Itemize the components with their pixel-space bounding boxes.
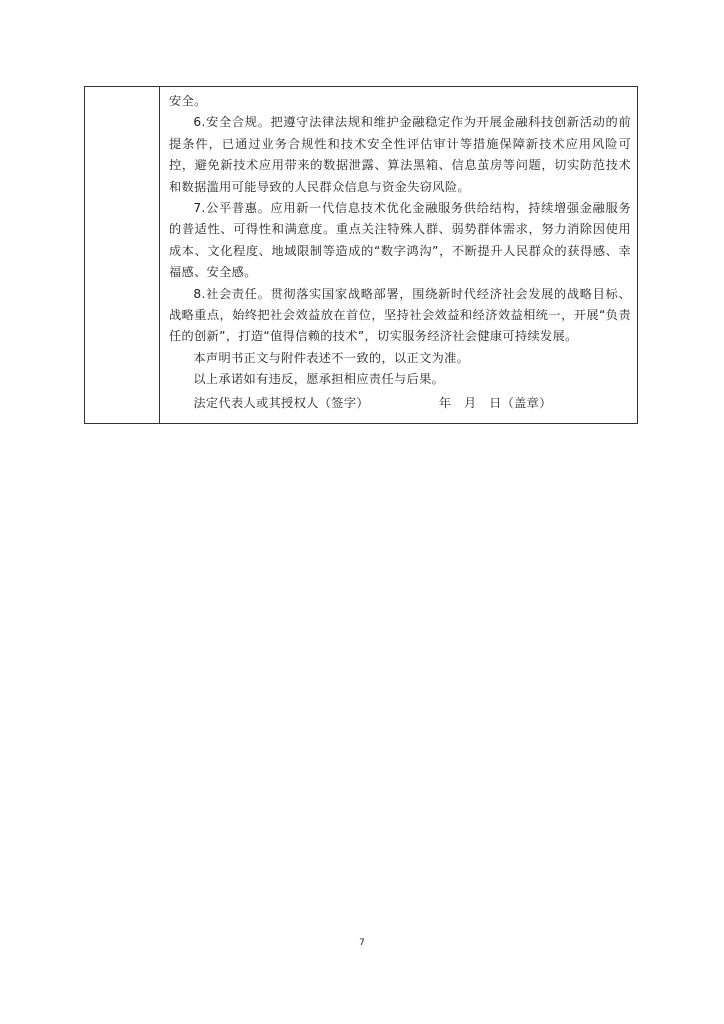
item-safety-compliance: 6.安全合规。把遵守法律法规和维护金融稳定作为开展金融科技创新活动的前提条件，已通过业务合规性和技术安全性评估审计等措施保障新技术应用风险可控，避免新技术应用带来的数据泄露、算法黑箱、信息茧房等问题，切实防范技术和数据滥用可能导致的人民群众信息与资金失窃风险。 <box>169 115 631 194</box>
commitment-statement: 以上承诺如有违反，愿承担相应责任与后果。 <box>193 372 445 387</box>
signature-line <box>169 393 631 414</box>
page-number: 7 <box>359 938 365 948</box>
date-seal-label: 年 月 日（盖章） <box>438 395 552 410</box>
table-label-cell <box>85 87 160 423</box>
item-social-responsibility: 8.社会责任。贯彻落实国家战略部署，围绕新时代经济社会发展的战略目标、战略重点，始终把社会效益放在首位，坚持社会效益和经济效益相统一，开展“负责任的创新”，打造“值得信赖的技术”，切实服务经济社会健康可持续发展。 <box>169 286 631 344</box>
precedence-statement: 本声明书正文与附件表述不一致的，以正文为准。 <box>193 350 470 365</box>
table-content-cell <box>161 87 637 423</box>
item-fairness-inclusion: 7.公平普惠。应用新一代信息技术优化金融服务供给结构，持续增强金融服务的普适性、可得性和满意度。重点关注特殊人群、弱势群体需求，努力消除因使用成本、文化程度、地域限制等造成的“数字鸿沟”，不断提升人民群众的获得感、幸福感、安全感。 <box>169 201 631 280</box>
declaration-table <box>84 86 638 424</box>
continued-text: 安全。 <box>169 94 207 108</box>
signature-label: 法定代表人或其授权人（签字） <box>193 395 369 410</box>
